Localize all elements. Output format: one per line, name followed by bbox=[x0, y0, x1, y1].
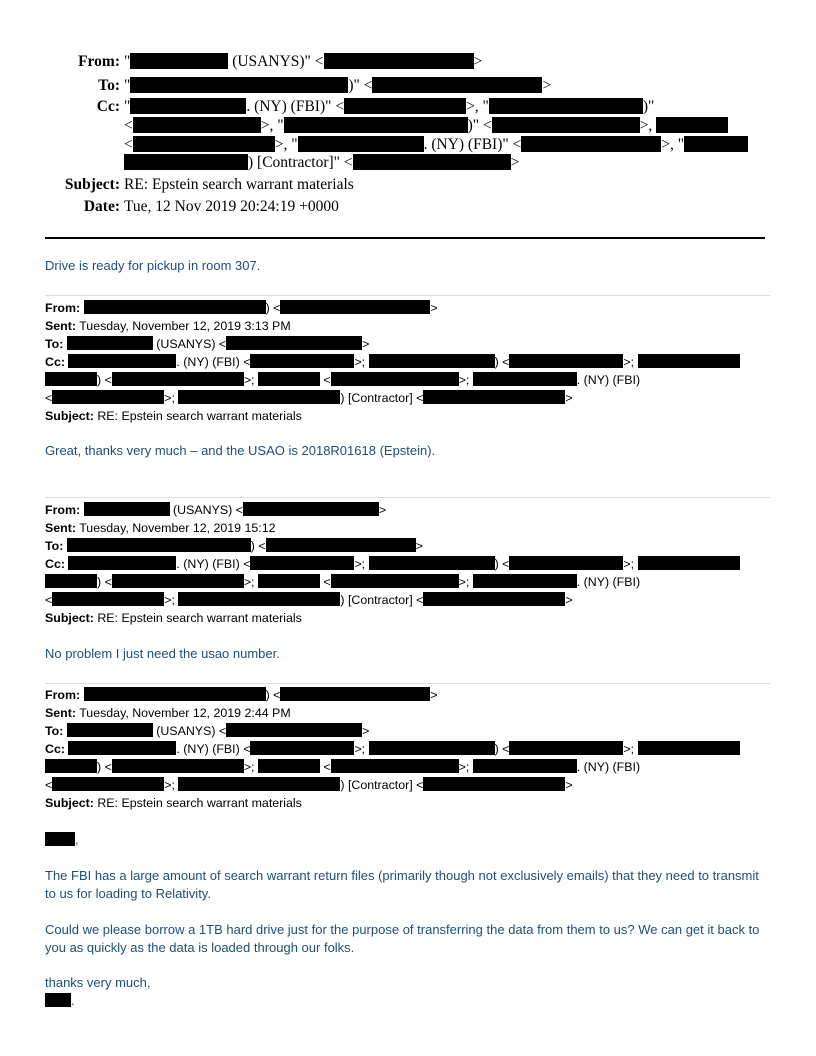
msg-subject-row: Subject: RE: Epstein search warrant materials bbox=[45, 409, 302, 423]
redaction bbox=[656, 117, 728, 133]
redaction bbox=[369, 556, 495, 570]
msg-cc-row-3: < >; ) [Contractor] < > bbox=[45, 778, 573, 792]
cc-contractor: ) [Contractor]" bbox=[248, 154, 340, 171]
redaction bbox=[489, 98, 643, 114]
msg-cc-row-3: < >; ) [Contractor] < > bbox=[45, 391, 573, 405]
msg-sent-row: Sent: Tuesday, November 12, 2019 15:12 bbox=[45, 521, 276, 535]
redaction bbox=[369, 741, 495, 755]
msg-to-row: To: (USANYS) < > bbox=[45, 724, 370, 738]
to-label: To: bbox=[98, 77, 120, 94]
redaction bbox=[124, 154, 248, 170]
msg-sent-row: Sent: Tuesday, November 12, 2019 3:13 PM bbox=[45, 319, 291, 333]
quoted-message-1 bbox=[45, 299, 740, 425]
redaction bbox=[521, 136, 661, 152]
msg-cc-row-2: ) < >; < >; . (NY) (FBI) bbox=[45, 758, 740, 776]
greeting: , bbox=[45, 832, 79, 847]
msg-sent: Tuesday, November 12, 2019 15:12 bbox=[79, 521, 276, 535]
redaction bbox=[473, 759, 577, 773]
redaction bbox=[344, 98, 466, 114]
redaction bbox=[684, 136, 748, 152]
divider bbox=[45, 497, 770, 498]
redaction bbox=[250, 741, 354, 755]
msg-subject: RE: Epstein search warrant materials bbox=[97, 796, 302, 810]
cc-label: Cc: bbox=[96, 98, 120, 115]
redaction bbox=[45, 574, 97, 588]
msg-to-row: To: ) < > bbox=[45, 539, 423, 553]
redaction bbox=[84, 502, 170, 516]
msg-cc-row: Cc: . (NY) (FBI) < >; ) < >; bbox=[45, 555, 740, 573]
redaction bbox=[68, 741, 176, 755]
redaction bbox=[133, 117, 261, 133]
closing: thanks very much, bbox=[45, 975, 151, 990]
divider bbox=[45, 683, 770, 684]
redaction bbox=[112, 574, 244, 588]
msg-cc-row-2: ) < >; < >; . (NY) (FBI) bbox=[45, 371, 740, 389]
reply-body: Drive is ready for pickup in room 307. bbox=[45, 258, 261, 273]
redaction bbox=[280, 300, 430, 314]
redaction bbox=[84, 300, 266, 314]
msg-cc-row-3: < >; ) [Contractor] < > bbox=[45, 593, 573, 607]
msg-cc-row: Cc: . (NY) (FBI) < >; ) < >; bbox=[45, 353, 740, 371]
date-text: Tue, 12 Nov 2019 20:24:19 +0000 bbox=[124, 198, 339, 215]
redaction bbox=[52, 777, 164, 791]
redaction bbox=[331, 372, 459, 386]
msg-to-row: To: (USANYS) < > bbox=[45, 337, 370, 351]
redaction bbox=[68, 556, 176, 570]
redaction bbox=[298, 136, 424, 152]
redaction bbox=[258, 372, 320, 386]
msg-cc-row-2: ) < >; < >; . (NY) (FBI) bbox=[45, 573, 740, 591]
redaction bbox=[369, 354, 495, 368]
redaction bbox=[250, 354, 354, 368]
redaction bbox=[638, 556, 740, 570]
redaction bbox=[284, 117, 468, 133]
redaction bbox=[226, 336, 362, 350]
redaction bbox=[45, 832, 75, 846]
redaction bbox=[130, 77, 348, 93]
redaction bbox=[84, 687, 266, 701]
subject-label: Subject: bbox=[64, 176, 120, 193]
signature: . bbox=[45, 993, 75, 1008]
redaction bbox=[45, 759, 97, 773]
redaction bbox=[130, 53, 228, 69]
redaction bbox=[250, 556, 354, 570]
redaction bbox=[52, 390, 164, 404]
redaction bbox=[509, 741, 623, 755]
redaction bbox=[324, 53, 474, 69]
msg-body-paragraph-1: The FBI has a large amount of search warrant return files (primarily though not exclusively emails) that they need to transmit to us for loading to Relativity. bbox=[45, 868, 759, 901]
msg-sent: Tuesday, November 12, 2019 2:44 PM bbox=[79, 706, 291, 720]
redaction bbox=[353, 154, 511, 170]
subject-text: RE: Epstein search warrant materials bbox=[124, 176, 354, 193]
msg-body: No problem I just need the usao number. bbox=[45, 646, 280, 661]
redaction bbox=[280, 687, 430, 701]
redaction bbox=[133, 136, 275, 152]
header-divider bbox=[45, 237, 765, 239]
redaction bbox=[372, 77, 542, 93]
date-label: Date: bbox=[83, 198, 120, 215]
msg-from-row: From: (USANYS) < > bbox=[45, 503, 387, 517]
redaction bbox=[423, 777, 565, 791]
redaction bbox=[509, 556, 623, 570]
msg-subject: RE: Epstein search warrant materials bbox=[97, 409, 302, 423]
msg-subject-row: Subject: RE: Epstein search warrant materials bbox=[45, 611, 302, 625]
redaction bbox=[473, 372, 577, 386]
redaction bbox=[67, 538, 251, 552]
redaction bbox=[67, 723, 153, 737]
redaction bbox=[258, 759, 320, 773]
redaction bbox=[112, 372, 244, 386]
msg-body-paragraph-2: Could we please borrow a 1TB hard drive just for the purpose of transferring the data from them to us? We can get it back to you as quickly as the data is loaded through our folks. bbox=[45, 922, 760, 955]
redaction bbox=[52, 592, 164, 606]
from-label: From: bbox=[78, 53, 120, 70]
redaction bbox=[226, 723, 362, 737]
msg-from-row: From: ) < > bbox=[45, 301, 438, 315]
redaction bbox=[423, 390, 565, 404]
header-cc-row-3: < >, " . (NY) (FBI)" < >, " bbox=[124, 135, 748, 155]
redaction bbox=[423, 592, 565, 606]
msg-body: Great, thanks very much – and the USAO is 2018R01618 (Epstein). bbox=[45, 443, 436, 458]
redaction bbox=[473, 574, 577, 588]
cc-org: . (NY) (FBI)" bbox=[246, 98, 332, 115]
quoted-message-2 bbox=[45, 501, 740, 627]
redaction bbox=[243, 502, 379, 516]
redaction bbox=[331, 574, 459, 588]
redaction bbox=[178, 592, 340, 606]
cc-org: . (NY) (FBI)" bbox=[423, 136, 509, 153]
redaction bbox=[178, 777, 340, 791]
redaction bbox=[638, 741, 740, 755]
redaction bbox=[266, 538, 416, 552]
divider bbox=[45, 295, 770, 296]
redaction bbox=[67, 336, 153, 350]
msg-subject-row: Subject: RE: Epstein search warrant materials bbox=[45, 796, 302, 810]
header-cc-row-4: ) [Contractor]" < > bbox=[124, 153, 519, 173]
redaction bbox=[178, 390, 340, 404]
redaction bbox=[45, 993, 71, 1007]
redaction bbox=[509, 354, 623, 368]
redaction bbox=[112, 759, 244, 773]
redaction bbox=[45, 372, 97, 386]
redaction bbox=[638, 354, 740, 368]
redaction bbox=[68, 354, 176, 368]
quoted-message-3 bbox=[45, 686, 740, 812]
redaction bbox=[331, 759, 459, 773]
redaction bbox=[492, 117, 640, 133]
msg-from-row: From: ) < > bbox=[45, 688, 438, 702]
msg-subject: RE: Epstein search warrant materials bbox=[97, 611, 302, 625]
header-cc-row-2: < >, " )" < >, bbox=[124, 116, 728, 136]
redaction bbox=[258, 574, 320, 588]
from-org: (USANYS)" bbox=[232, 53, 311, 70]
msg-cc-row: Cc: . (NY) (FBI) < >; ) < >; bbox=[45, 740, 740, 758]
redaction bbox=[130, 98, 246, 114]
msg-sent: Tuesday, November 12, 2019 3:13 PM bbox=[79, 319, 291, 333]
msg-sent-row: Sent: Tuesday, November 12, 2019 2:44 PM bbox=[45, 706, 291, 720]
